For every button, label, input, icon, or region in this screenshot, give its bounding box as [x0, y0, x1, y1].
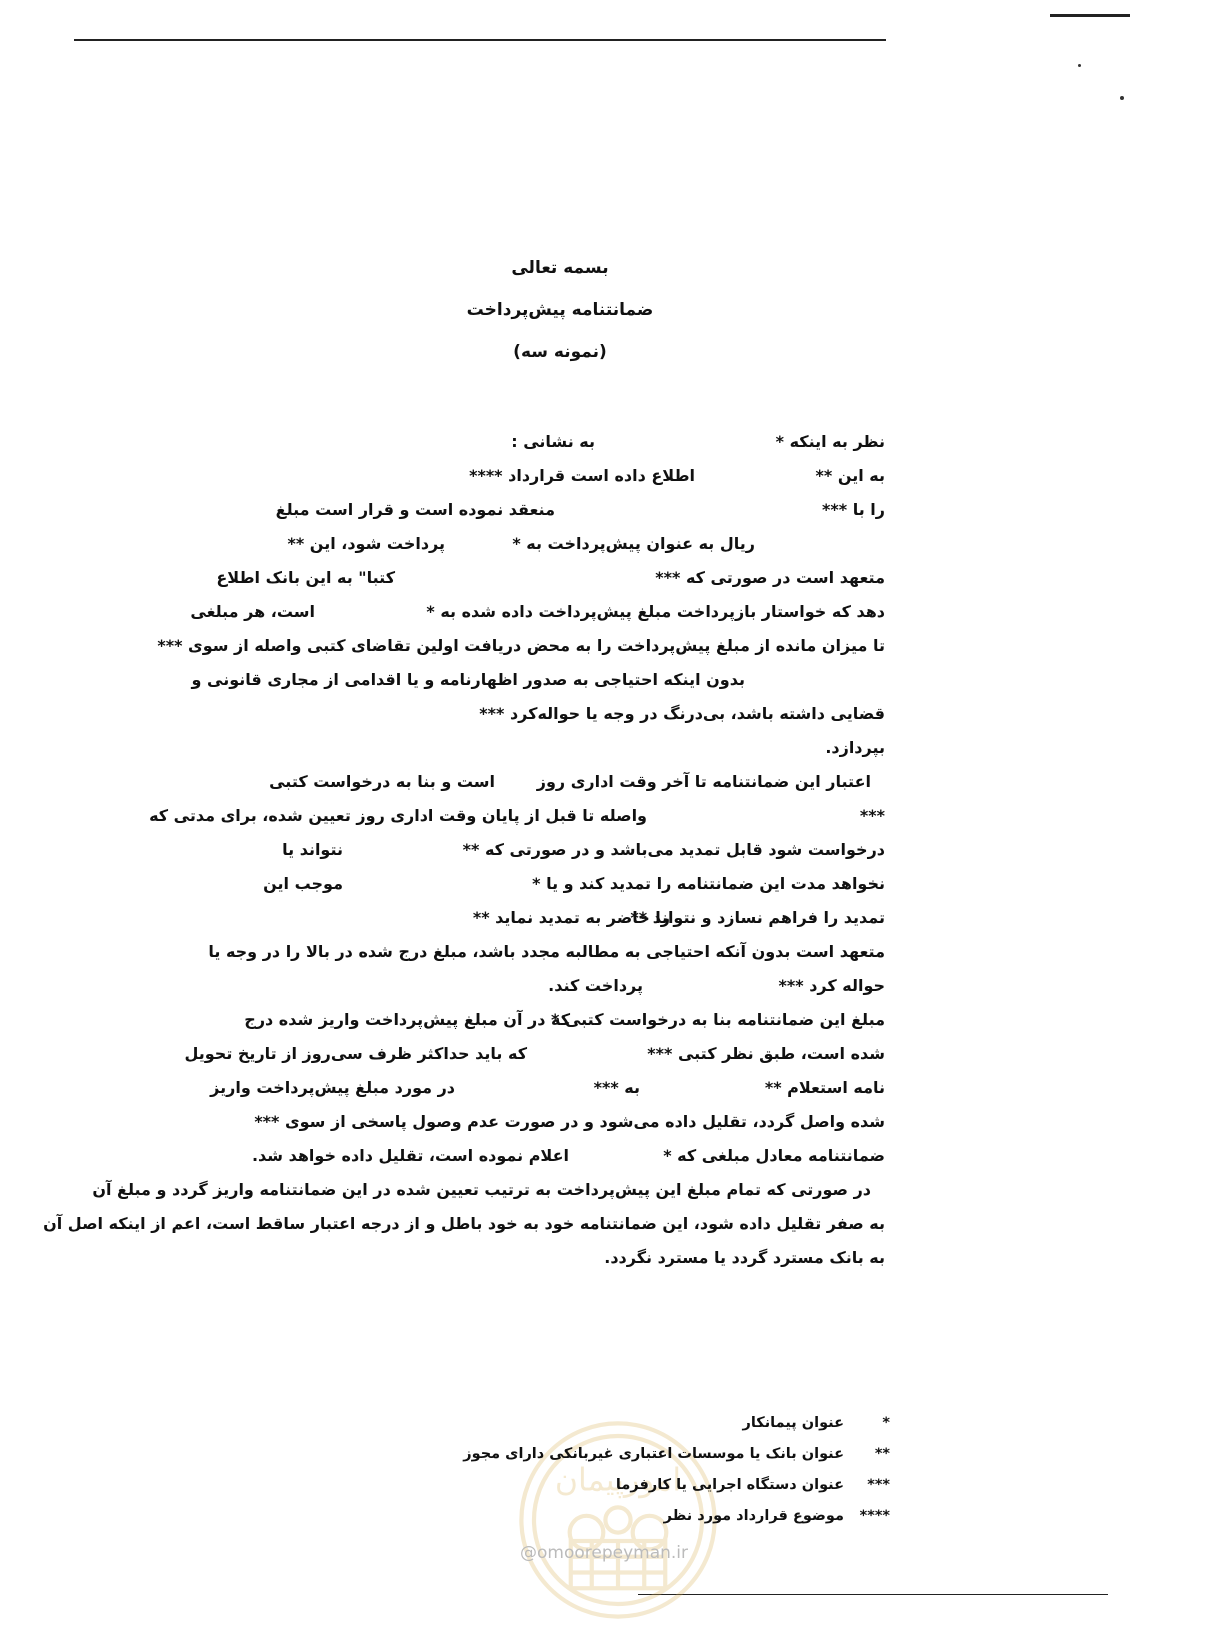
body-line: [216, 568, 885, 602]
body-line: [225, 874, 885, 908]
body-line: [225, 1010, 885, 1044]
footnote-item: [460, 1446, 890, 1477]
body-line: [225, 1248, 885, 1282]
svg-text:امورپیمان: امورپیمان: [554, 1462, 682, 1499]
body-text-segment: نظر به اینکه *: [775, 432, 885, 451]
top-corner-rule: [1050, 14, 1130, 17]
body-text-segment: تا میزان مانده از مبلغ پیش‌پرداخت را به محض دریافت اولین تقاضای کتبی واصله از سوی ***: [157, 636, 885, 655]
body-line: [225, 534, 885, 568]
body-line: [184, 1044, 885, 1078]
body-line: [157, 636, 885, 670]
body-text-segment: حواله کرد ***: [778, 976, 885, 995]
body-text-segment: متعهد است بدون آنکه احتیاجی به مطالبه مجدد باشد، مبلغ درج شده در بالا را در وجه یا: [208, 942, 885, 961]
body-text-segment: اطلاع داده است قرارداد ****: [469, 466, 695, 485]
body-text-segment: بدون اینکه احتیاجی به صدور اظهارنامه و یا اقدامی از مجاری قانونی و: [191, 670, 745, 689]
body-line: [225, 432, 885, 466]
body-text-segment: شده است، طبق نظر کتبی ***: [647, 1044, 885, 1063]
body-line: [225, 976, 885, 1010]
footnote-text: موضوع قرارداد مورد نظر: [663, 1508, 844, 1524]
body-text-segment: مبلغ این ضمانتنامه بنا به درخواست کتبی *: [551, 1010, 885, 1029]
document-title: ضمانتنامه پیش‌پرداخت: [466, 300, 654, 320]
body-line: [149, 806, 885, 840]
footnote-item: [460, 1415, 890, 1446]
guarantee-body: [43, 432, 885, 1282]
body-text-segment: واصله تا قبل از پایان وقت اداری روز تعیین شده، برای مدتی که: [149, 806, 647, 825]
footnote-item: [460, 1477, 890, 1508]
body-line: [43, 1214, 885, 1248]
body-text-segment: بپردازد.: [825, 738, 885, 757]
body-text-segment: نامه استعلام **: [764, 1078, 885, 1097]
watermark-url: @omoorepeyman.ir: [520, 1543, 689, 1563]
body-text-segment: نخواهد مدت این ضمانتنامه را تمدید کند و یا *: [532, 874, 885, 893]
body-text-segment: دهد که خواستار بازپرداخت مبلغ پیش‌پرداخت داده شده به *: [426, 602, 885, 621]
body-text-segment: درخواست شود قابل تمدید می‌باشد و در صورتی که **: [462, 840, 885, 859]
body-line: [225, 500, 885, 534]
body-text-segment: تمدید را فراهم نسازد و نتواند **: [630, 908, 885, 927]
body-line: [225, 466, 885, 500]
footnote-marker: ****: [859, 1508, 890, 1524]
body-text-segment: ریال به عنوان پیش‌پرداخت به *: [512, 534, 755, 553]
body-line: [225, 772, 885, 806]
body-text-segment: که باید حداکثر ظرف سی‌روز از تاریخ تحویل: [184, 1044, 527, 1063]
body-text-segment: به نشانی :: [511, 432, 595, 451]
document-subtitle: (نمونه سه): [513, 342, 607, 362]
body-text-segment: شده واصل گردد، تقلیل داده می‌شود و در صورت عدم وصول پاسخی از سوی ***: [254, 1112, 885, 1131]
body-text-segment: اعتبار این ضمانتنامه تا آخر وقت اداری روز: [536, 772, 871, 791]
body-text-segment: موجب این: [263, 874, 343, 893]
body-text-segment: قضایی داشته باشد، بی‌درنگ در وجه یا حواله‌کرد ***: [479, 704, 885, 723]
body-text-segment: پرداخت کند.: [548, 976, 643, 995]
top-rule: [74, 39, 886, 41]
body-line: [210, 1078, 885, 1112]
body-text-segment: متعهد است در صورتی که ***: [655, 568, 885, 587]
body-text-segment: نتواند یا: [282, 840, 343, 859]
body-text-segment: به صفر تقلیل داده شود، این ضمانتنامه خود به خود باطل و از درجه اعتبار ساقط است، اعم از اینکه اصل آن: [43, 1214, 885, 1233]
footnotes: [460, 1415, 890, 1539]
footnote-item: [460, 1508, 890, 1539]
body-text-segment: ضمانتنامه معادل مبلغی که *: [663, 1146, 885, 1165]
body-line: [225, 840, 885, 874]
footnote-text: عنوان بانک یا موسسات اعتباری غیربانکی دارای مجوز: [463, 1446, 844, 1462]
footnote-marker: ***: [867, 1477, 890, 1493]
body-line: [208, 942, 885, 976]
footnote-marker: *: [882, 1415, 890, 1431]
body-text-segment: به این **: [815, 466, 885, 485]
scan-speck: [1078, 64, 1081, 67]
body-line: [225, 1112, 885, 1146]
body-text-segment: منعقد نموده است و قرار است مبلغ: [275, 500, 555, 519]
body-line: [225, 1146, 885, 1180]
body-line: [225, 738, 885, 772]
body-line: [225, 908, 885, 942]
body-text-segment: به ***: [593, 1078, 640, 1097]
body-text-segment: است و بنا به درخواست کتبی: [269, 772, 495, 791]
body-text-segment: که در آن مبلغ پیش‌پرداخت واریز شده درج: [244, 1010, 570, 1029]
body-text-segment: در صورتی که تمام مبلغ این پیش‌پرداخت به ترتیب تعیین شده در این ضمانتنامه واریز گردد و مبلغ آن: [92, 1180, 871, 1199]
body-line: [92, 1180, 885, 1214]
body-line: [191, 670, 885, 704]
body-text-segment: را حاضر به تمدید نماید **: [472, 908, 670, 927]
body-text-segment: را با ***: [822, 500, 885, 519]
footnote-text: عنوان دستگاه اجرایی یا کارفرما: [615, 1477, 844, 1493]
body-text-segment: است، هر مبلغی: [190, 602, 315, 621]
body-text-segment: به بانک مسترد گردد یا مسترد نگردد.: [604, 1248, 885, 1267]
body-text-segment: ***: [859, 806, 885, 825]
body-text-segment: اعلام نموده است، تقلیل داده خواهد شد.: [251, 1146, 569, 1165]
scan-speck: [1120, 96, 1124, 100]
body-text-segment: در مورد مبلغ پیش‌پرداخت واریز: [210, 1078, 455, 1097]
footnote-marker: **: [874, 1446, 890, 1462]
invocation-heading: بسمه تعالی: [511, 258, 609, 278]
body-text-segment: پرداخت شود، این **: [287, 534, 445, 553]
body-line: [190, 602, 885, 636]
body-line: [225, 704, 885, 738]
footnote-text: عنوان پیمانکار: [742, 1415, 844, 1431]
body-text-segment: کتبا" به این بانک اطلاع: [216, 568, 395, 587]
